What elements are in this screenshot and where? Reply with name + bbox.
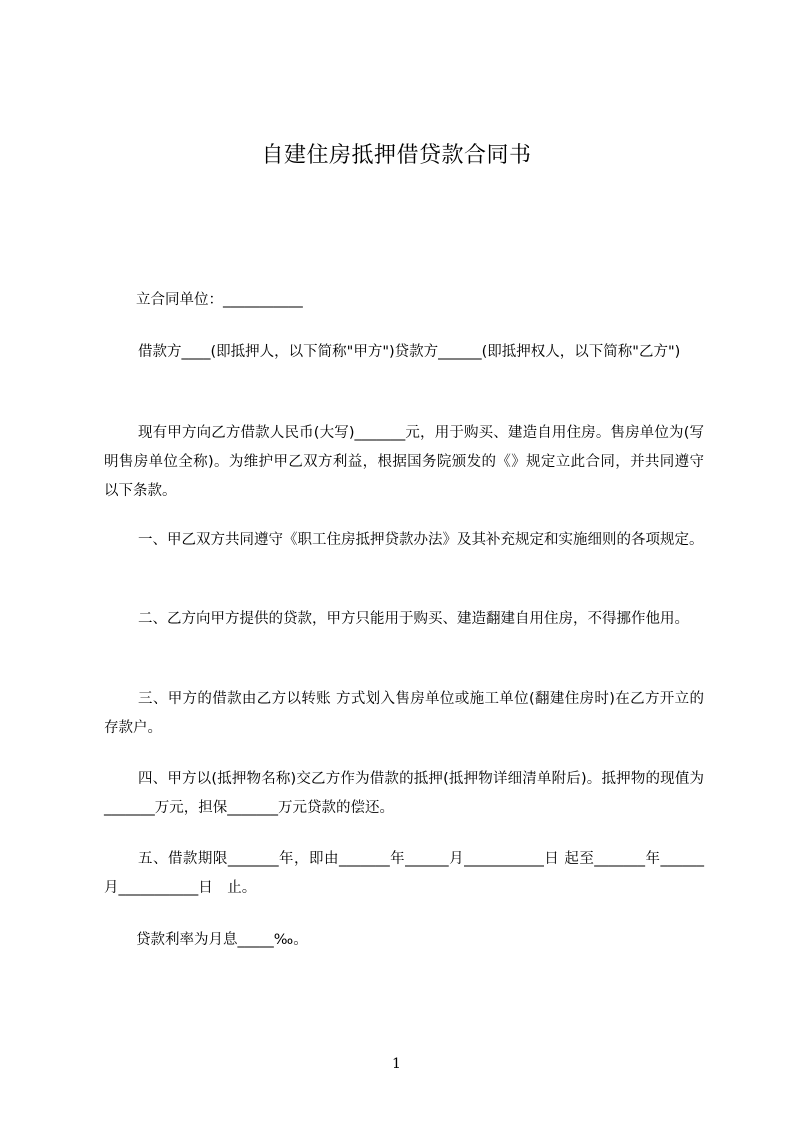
page-number: 1 (392, 1056, 401, 1072)
loan-purpose-paragraph: 现有甲方向乙方借款人民币(大写)_______元，用于购买、建造自用住房。售房单位为(写明售房单位全称)。为维护甲乙双方利益，根据国务院颁发的《》规定立此合同，并共同遵守以下条款。 (104, 425, 704, 499)
contract-parties-line: 立合同单位：___________ (136, 292, 303, 308)
contract-title: 自建住房抵押借贷款合同书 (261, 143, 532, 168)
borrower-lender-paragraph: 借款方____(即抵押人，以下简称"甲方")贷款方______(即抵押权人，以下简称"乙方") (138, 344, 681, 360)
clause-2: 二、乙方向甲方提供的贷款，甲方只能用于购买、建造翻建自用住房，不得挪作他用。 (138, 611, 689, 627)
clause-4: 四、甲方以(抵押物名称)交乙方作为借款的抵押(抵押物详细清单附后)。抵押物的现值为_______万元，担保_______万元贷款的偿还。 (104, 771, 704, 816)
clause-1: 一、甲乙双方共同遵守《职工住房抵押贷款办法》及其补充规定和实施细则的各项规定。 (138, 532, 704, 548)
clause-3: 三、甲方的借款由乙方以转账 方式划入售房单位或施工单位(翻建住房时)在乙方开立的存款户。 (104, 691, 704, 736)
interest-rate-line: 贷款利率为月息_____‰。 (136, 932, 308, 948)
clause-5: 五、借款期限_______年，即由_______年______月___________日 起至_______年______月___________日 止。 (104, 851, 704, 896)
